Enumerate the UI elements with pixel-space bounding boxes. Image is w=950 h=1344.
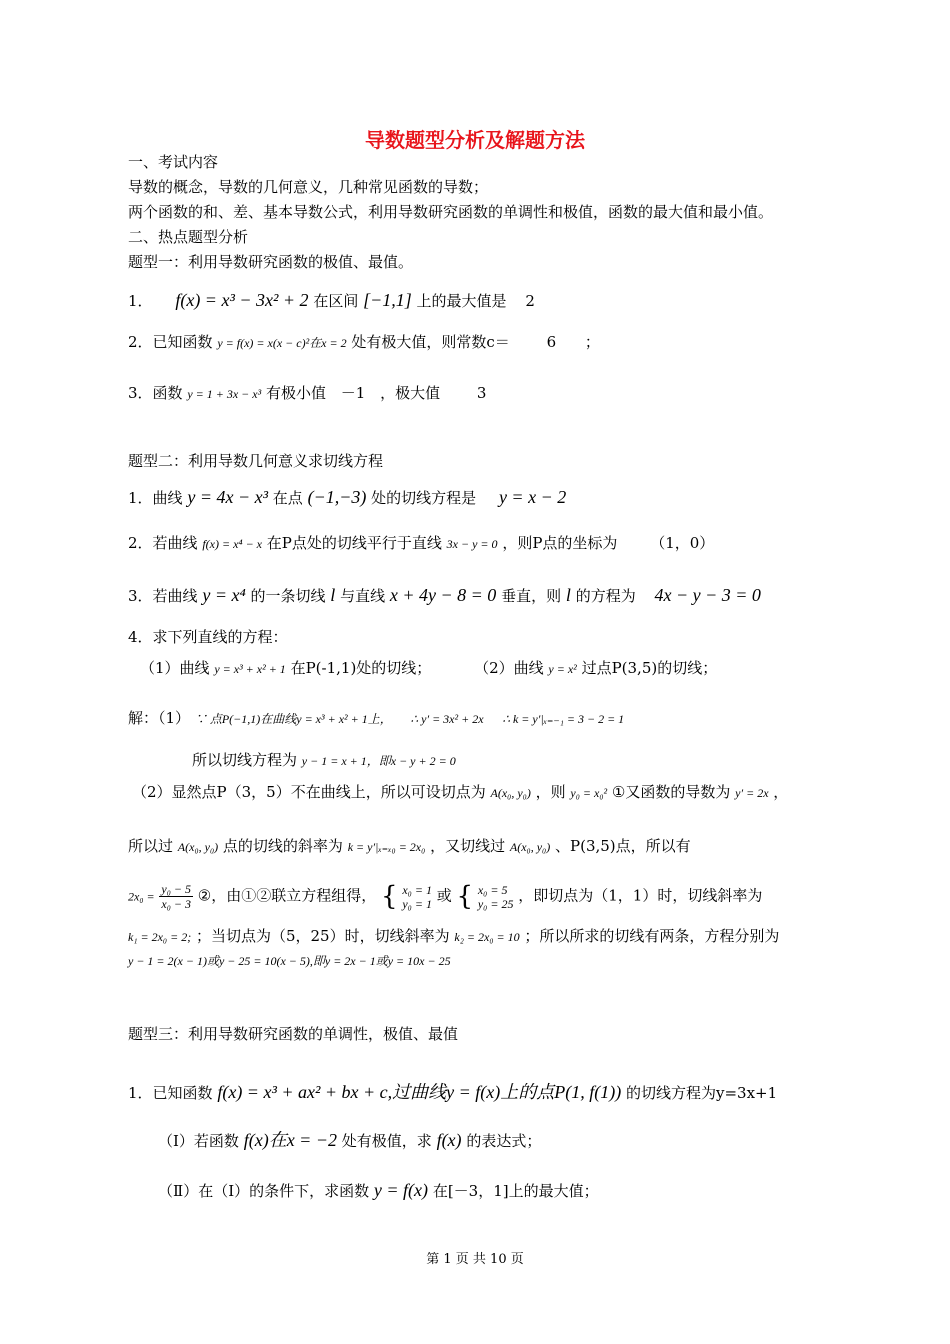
formula-variable: l — [565, 585, 571, 605]
text: 垂直，则 — [501, 587, 562, 605]
question-2-4: 4．求下列直线的方程： — [128, 628, 288, 646]
text: 、P(3,5)点，所以有 — [555, 837, 691, 855]
formula: 3x − y = 0 — [446, 537, 498, 551]
question-1-3 — [128, 383, 486, 404]
answer: 4x − y − 3 = 0 — [654, 585, 761, 605]
question-2-2 — [128, 533, 714, 554]
text: ；所以所求的切线有两条，方程分别为 — [524, 927, 780, 945]
formula: f(x)在x = −2 — [243, 1130, 337, 1150]
text: （Ⅰ）若函数 — [158, 1132, 239, 1150]
formula: ∴ k = y′|ₓ₌₋₁ = 3 − 2 = 1 — [502, 712, 625, 726]
text: 的方程为 — [575, 587, 636, 605]
text: （Ⅱ）在（Ⅰ）的条件下，求函数 — [158, 1182, 370, 1200]
answer: （1，0） — [650, 534, 715, 552]
text: 所以过 — [128, 837, 174, 855]
question-1-2 — [128, 332, 600, 353]
answer: 2 — [525, 292, 535, 310]
text: 所以切线方程为 — [192, 751, 298, 769]
formula: y = x⁴ — [202, 585, 246, 605]
question-number: 1．已知函数 — [128, 1084, 213, 1102]
text: 有极小值 — [265, 384, 326, 402]
solution-part-2-line-3 — [128, 882, 762, 911]
brace: { — [381, 881, 398, 912]
text: ，即切点为（1，1）时，切线斜率为 — [518, 886, 763, 905]
formula: f(x) = x³ + ax² + bx + c,过曲线y = f(x)上的点P(1, f(1)) — [217, 1082, 622, 1102]
equation: y₀ = 1 — [402, 896, 432, 911]
text: 在点 — [272, 489, 303, 507]
text: （2）曲线 — [474, 659, 544, 677]
formula: y = x² — [548, 662, 577, 676]
answer: －1 — [340, 384, 366, 402]
formula: y = x³ + x² + 1 — [214, 662, 286, 676]
formula: y = f(x) = x(x − c)²在x = 2 — [217, 336, 347, 350]
question-2-4-parts — [140, 658, 717, 679]
text: 与直线 — [340, 587, 386, 605]
formula: y − 1 = x + 1，即x − y + 2 = 0 — [301, 754, 456, 768]
text: 在P(-1,1)处的切线； — [290, 659, 432, 677]
question-2-1 — [128, 487, 566, 508]
solution-label: 解：（1） — [128, 709, 191, 727]
formula: y − 1 = 2(x − 1)或y − 25 = 10(x − 5),即y = 2x − 1或y = 10x − 25 — [128, 954, 451, 968]
formula: k₁ = 2x₀ = 2; — [128, 930, 192, 944]
formula: y = 4x − x³ — [187, 487, 268, 507]
answer: y = x − 2 — [498, 487, 567, 507]
formula: A(x₀, y₀) — [490, 786, 531, 800]
text: ；当切点为（5，25）时，切线斜率为 — [195, 927, 450, 945]
formula: A(x₀, y₀) — [509, 840, 551, 854]
text: 的一条切线 — [250, 587, 326, 605]
text: 的切线方程为y=3x+1 — [626, 1084, 778, 1102]
formula: x + 4y − 8 = 0 — [389, 585, 497, 605]
solution-part-2-line-4 — [128, 926, 779, 947]
formula: y₀ = x₀² — [570, 786, 608, 800]
text: 的表达式； — [466, 1132, 542, 1150]
formula: k₂ = 2x₀ = 10 — [454, 930, 520, 944]
paragraph: 两个函数的和、差、基本导数公式，利用导数研究函数的单调性和极值，函数的最大值和最小值。 — [128, 203, 774, 221]
equation: x₀ = 5 — [477, 882, 508, 897]
formula-interval: [−1,1] — [363, 290, 412, 310]
text: 上的最大值是 — [416, 292, 507, 310]
fraction-numerator: y₀ − 5 — [161, 882, 191, 896]
text: 点的切线的斜率为 — [222, 837, 343, 855]
equation-system-b — [478, 883, 514, 911]
paragraph: 导数的概念，导数的几何意义，几种常见函数的导数； — [128, 178, 489, 196]
formula: 2x₀ = — [128, 889, 155, 904]
topic-heading-2: 题型二：利用导数几何意义求切线方程 — [128, 452, 384, 470]
text: 处有极值，求 — [341, 1132, 432, 1150]
text: （1）曲线 — [140, 659, 210, 677]
text: ，极大值 — [380, 384, 441, 402]
text: 处的切线方程是 — [371, 489, 477, 507]
formula: ∵ 点P(−1,1)在曲线y = x³ + x² + 1上， — [194, 712, 392, 726]
solution-part-1 — [128, 708, 624, 729]
brace: { — [456, 881, 474, 912]
formula: k = y′|ₓ₌ₓ₀ = 2x₀ — [347, 840, 426, 854]
question-number: 2．已知函数 — [128, 333, 213, 351]
solution-part-2-line-2 — [128, 836, 691, 857]
solution-part-2-line-5 — [128, 950, 451, 971]
text: 在P点处的切线平行于直线 — [266, 534, 442, 552]
fraction-denominator: x₀ − 3 — [161, 897, 191, 911]
question-2-3 — [128, 585, 761, 606]
formula-variable: l — [330, 585, 336, 605]
formula: ∴ y′ = 3x² + 2x — [410, 712, 484, 726]
text: 过点P(3,5)的切线； — [581, 659, 718, 677]
text: ，则 — [535, 783, 566, 801]
formula: y = 1 + 3x − x³ — [187, 387, 262, 401]
equation-system-a — [402, 883, 432, 911]
section-heading-hot-topics: 二、热点题型分析 — [128, 228, 249, 246]
text: （2）显然点P（3，5）不在曲线上，所以可设切点为 — [132, 783, 486, 801]
text: ，则P点的坐标为 — [502, 534, 618, 552]
solution-part-2-line-1 — [132, 782, 788, 803]
formula-point: (−1,−3) — [307, 487, 367, 507]
question-number: 2．若曲线 — [128, 534, 198, 552]
question-3-1 — [128, 1082, 777, 1103]
formula: A(x₀, y₀) — [177, 840, 219, 854]
question-number: 1．曲线 — [128, 489, 183, 507]
equation: x₀ = 1 — [402, 882, 432, 897]
solution-part-1-result — [192, 750, 456, 771]
text: ， — [773, 783, 789, 801]
text: 在[－3，1]上的最大值； — [432, 1182, 599, 1200]
equation: y₀ = 25 — [477, 896, 514, 911]
question-number: 1． — [128, 292, 153, 310]
page-title: 导数题型分析及解题方法 — [365, 128, 585, 152]
answer: 3 — [476, 384, 487, 402]
topic-heading-3: 题型三：利用导数研究函数的单调性，极值、最值 — [128, 1025, 459, 1043]
topic-heading-1: 题型一：利用导数研究函数的极值、最值。 — [128, 253, 414, 271]
question-3-1-part-2 — [158, 1180, 599, 1201]
question-number: 3．若曲线 — [128, 587, 198, 605]
question-3-1-part-1 — [158, 1130, 541, 1151]
text: 或 — [436, 886, 452, 905]
text: 在区间 — [313, 292, 359, 310]
answer: 6 — [546, 333, 557, 351]
text: ①又函数的导数为 — [611, 783, 731, 801]
text: 处有极大值，则常数c＝ — [351, 333, 510, 351]
text: ，又切线过 — [430, 837, 506, 855]
text: ； — [584, 333, 600, 351]
question-1-1 — [128, 290, 535, 311]
formula: f(x) — [436, 1130, 462, 1150]
formula: y = f(x) — [373, 1180, 429, 1200]
page-footer: 第 1 页 共 10 页 — [426, 1252, 524, 1267]
formula: f(x) = x³ − 3x² + 2 — [175, 290, 309, 310]
formula: y′ = 2x — [735, 786, 769, 800]
section-heading-exam-content: 一、考试内容 — [128, 153, 219, 171]
question-number: 3．函数 — [128, 384, 183, 402]
fraction — [159, 882, 193, 911]
text: ②，由①②联立方程组得， — [197, 886, 377, 905]
formula: f(x) = x⁴ − x — [202, 537, 262, 551]
